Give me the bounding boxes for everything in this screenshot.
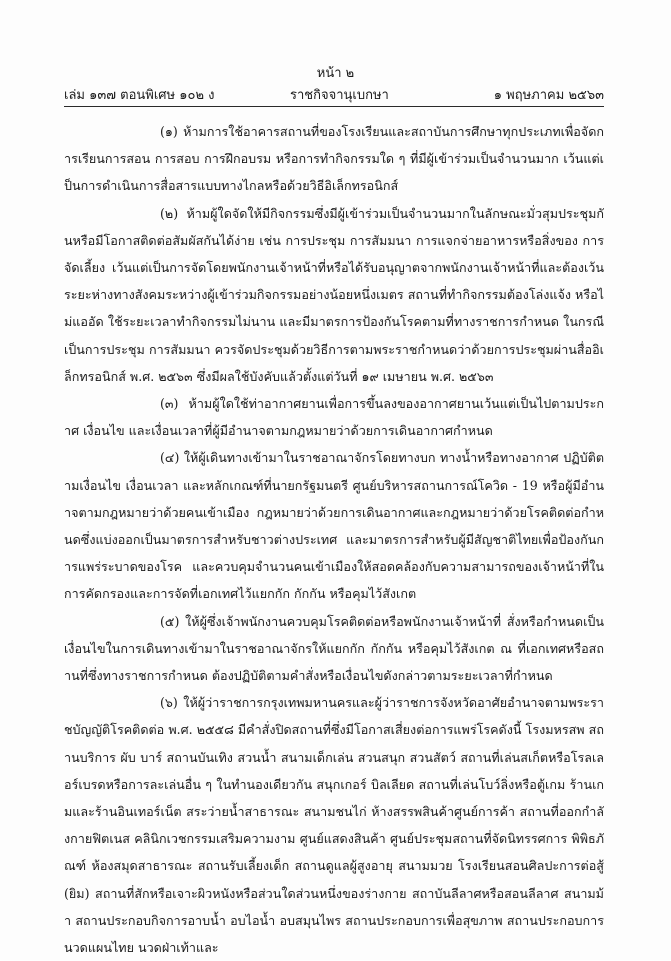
gazette-header: [64, 84, 604, 104]
clause-6: (๖) ให้ผู้ว่าราชการกรุงเทพมหานครและผู้ว่าราชการจังหวัดอาศัยอำนาจตามพระราชบัญญัติโรคติดต่อ พ.ศ. ๒๕๕๘ มีคำสั่งปิดสถานที่ซึ่งมีโอกาสเสี่ยงต่อการแพร่โรคดังนี้ โรงมหรสพ สถานบริการ ผับ บาร์ สถานบันเทิง สวนน้ำ สนามเด็กเล่น สวนสนุก สวนสัตว์ สถานที่เล่นสเก็ตหรือโรลเลอร์เบรดหรือการละเล่นอื่น ๆ ในทำนองเดียวกัน สนุกเกอร์ บิลเลียด สถานที่เล่นโบว์ลิ่งหรือตู้เกม ร้านเกมและร้านอินเทอร์เน็ต สระว่ายน้ำสาธารณะ สนามชนไก่ ห้างสรรพสินค้าศูนย์การค้า สถานที่ออกกำลังกายฟิตเนส คลินิกเวชกรรมเสริมความงาม ศูนย์แสดงสินค้า ศูนย์ประชุมสถานที่จัดนิทรรศการ พิพิธภัณฑ์ ห้องสมุดสาธารณะ สถานรับเลี้ยงเด็ก สถานดูแลผู้สูงอายุ สนามมวย โรงเรียนสอนศิลปะการต่อสู้ (ยิม) สถานที่สักหรือเจาะผิวหนังหรือส่วนใดส่วนหนึ่งของร่างกาย สถาบันลีลาศหรือสอนลีลาศ สนามม้า สถานประกอบกิจการอาบน้ำ อบไอน้ำ อบสมุนไพร สถานประกอบการเพื่อสุขภาพ สถานประกอบการนวดแผนไทย นวดฝ่าเท้าและ: [64, 695, 604, 956]
clause-4: (๔) ให้ผู้เดินทางเข้ามาในราชอาณาจักรโดยทางบก ทางน้ำหรือทางอากาศ ปฏิบัติตามเงื่อนไข เงื่อนเวลา และหลักเกณฑ์ที่นายกรัฐมนตรี ศูนย์บริหารสถานการณ์โควิด - 19 หรือผู้มีอำนาจตามกฎหมายว่าด้วยคนเข้าเมือง กฎหมายว่าด้วยการเดินอากาศและกฎหมายว่าด้วยโรคติดต่อกำหนดซึ่งแบ่งออกเป็นมาตรการสำหรับชาวต่างประเทศ และมาตรการสำหรับผู้มีสัญชาติไทยเพื่อป้องกันการแพร่ระบาดของโรค และควบคุมจำนวนคนเข้าเมืองให้สอดคล้องกับความสามารถของเจ้าหน้าที่ในการคัดกรองและการจัดที่เอกเทศไว้แยกกัก กักกัน หรือคุมไว้สังเกต: [64, 450, 604, 602]
clause-5: (๕) ให้ผู้ซึ่งเจ้าพนักงานควบคุมโรคติดต่อหรือพนักงานเจ้าหน้าที่ สั่งหรือกำหนดเป็นเงื่อนไขในการเดินทางเข้ามาในราชอาณาจักรให้แยกกัก กักกัน หรือคุมไว้สังเกต ณ ที่เอกเทศหรือสถานที่ซึ่งทางราชการกำหนด ต้องปฏิบัติตามคำสั่งหรือเงื่อนไขดังกล่าวตามระยะเวลาที่กำหนด: [64, 613, 604, 684]
clause-1: (๑) ห้ามการใช้อาคารสถานที่ของโรงเรียนและสถาบันการศึกษาทุกประเภทเพื่อจัดการเรียนการสอน การสอบ การฝึกอบรม หรือการทำกิจกรรมใด ๆ ที่มีผู้เข้าร่วมเป็นจำนวนมาก เว้นแต่เป็นการดำเนินการสื่อสารแบบทางไกลหรือด้วยวิธีอิเล็กทรอนิกส์: [64, 124, 604, 194]
header-divider: [64, 106, 604, 107]
volume-issue: เล่ม ๑๓๗ ตอนพิเศษ ๑๐๒ ง: [64, 88, 215, 103]
clause-3: (๓) ห้ามผู้ใดใช้ท่าอากาศยานเพื่อการขึ้นลงของอากาศยานเว้นแต่เป็นไปตามประกาศ เงื่อนไข และเงื่อนเวลาที่ผู้มีอำนาจตามกฎหมายว่าด้วยการเดินอากาศกำหนด: [64, 396, 604, 439]
document-body: [64, 118, 604, 961]
clause-2: (๒) ห้ามผู้ใดจัดให้มีกิจกรรมซึ่งมีผู้เข้าร่วมเป็นจำนวนมากในลักษณะมั่วสุมประชุมกันหรือมีโอกาสติดต่อสัมผัสกันได้ง่าย เช่น การประชุม การสัมมนา การแจกจ่ายอาหารหรือสิ่งของ การจัดเลี้ยง เว้นแต่เป็นการจัดโดยพนักงานเจ้าหน้าที่หรือได้รับอนุญาตจากพนักงานเจ้าหน้าที่และต้องเว้นระยะห่างทางสังคมระหว่างผู้เข้าร่วมกิจกรรมอย่างน้อยหนึ่งเมตร สถานที่ทำกิจกรรมต้องโล่งแจ้ง หรือไม่แออัด ใช้ระยะเวลาทำกิจกรรมไม่นาน และมีมาตรการป้องกันโรคตามที่ทางราชการกำหนด ในกรณีเป็นการประชุม การสัมมนา ควรจัดประชุมด้วยวิธีการตามพระราชกำหนดว่าด้วยการประชุมผ่านสื่ออิเล็กทรอนิกส์ พ.ศ. ๒๕๖๓ ซึ่งมีผลใช้บังคับแล้วตั้งแต่วันที่ ๑๙ เมษายน พ.ศ. ๒๕๖๓: [64, 205, 604, 384]
gazette-title: ราชกิจจานุเบกษา: [290, 88, 389, 103]
publication-date: ๑ พฤษภาคม ๒๕๖๓: [493, 88, 604, 103]
page-number: หน้า ๒: [316, 66, 355, 81]
